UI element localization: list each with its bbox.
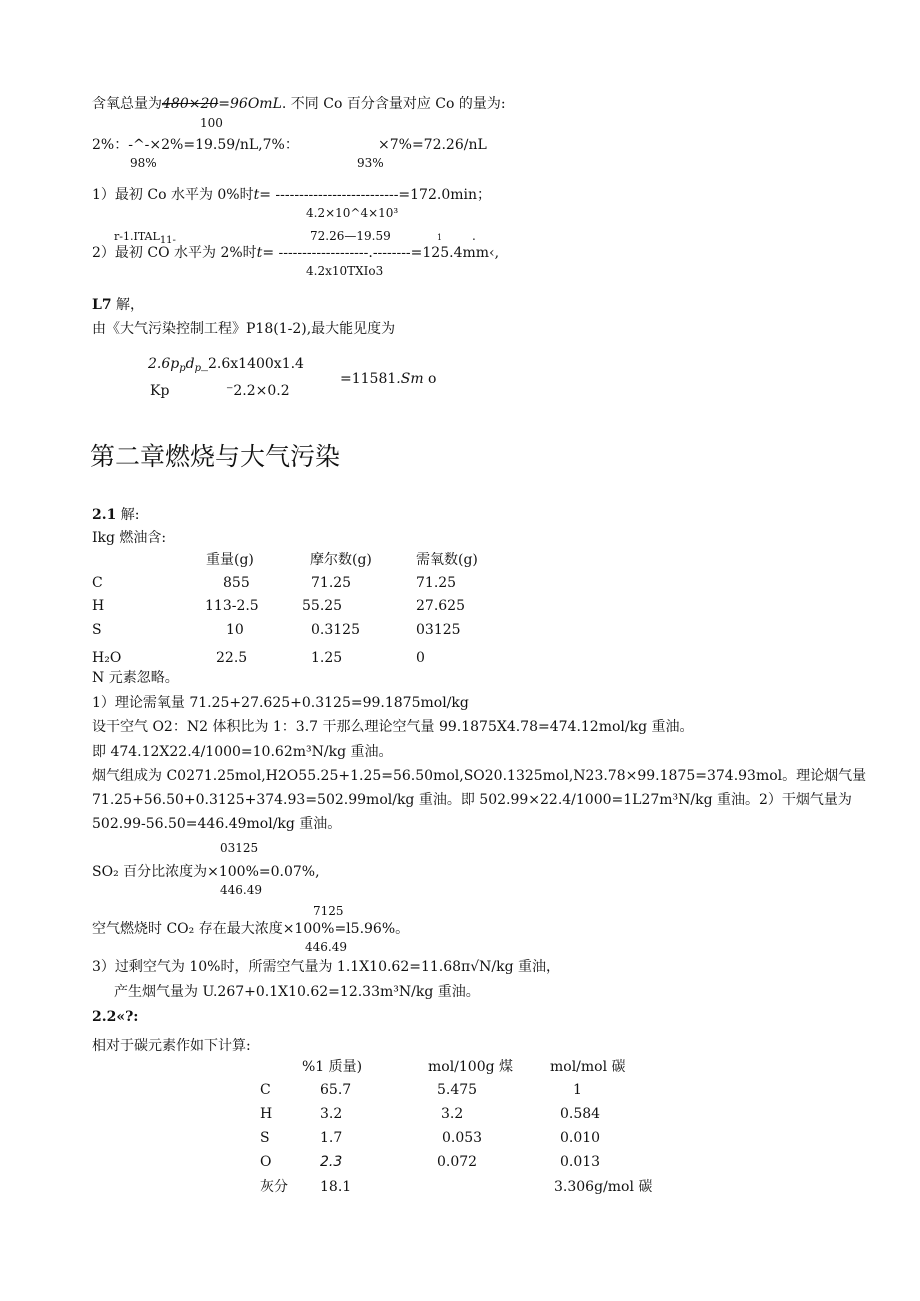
table-cell: 0.3125 <box>311 622 360 638</box>
table-cell: S <box>92 622 102 638</box>
table-cell: 0.053 <box>442 1130 483 1146</box>
table-cell: H₂O <box>92 650 122 666</box>
denominator: 100 <box>200 116 223 130</box>
text: o <box>423 371 437 387</box>
table-cell: 0.072 <box>437 1154 478 1170</box>
text: .Sm <box>396 371 424 387</box>
paragraph: 3）过剩空气为 10%时，所需空气量为 1.1X10.62=11.68π√N/kg 重油， <box>92 959 561 975</box>
paragraph: 烟气组成为 C0271.25mol,H2O55.25+1.25=56.50mol,SO20.1325mol,N23.78×99.1875=374.93mol。理论烟气量 <box>92 768 867 784</box>
formula-result <box>340 370 437 388</box>
formula-numerator <box>148 355 304 378</box>
numerator: 1 <box>437 233 443 242</box>
table-cell: 5.475 <box>437 1082 478 1098</box>
co-amount-line-right: ×7%=72.26∕nL <box>378 137 487 153</box>
fuel-intro: Ikg 燃油含: <box>92 530 167 546</box>
denominator: 4.2×10^4×10³ <box>306 206 399 220</box>
co-amount-line-left: 2%：-^-×2%=19.59∕nL,7%： <box>92 137 299 153</box>
denominator: 446.49 <box>220 883 262 897</box>
table-cell: 3.306g∕mol 碳 <box>554 1179 653 1195</box>
table-cell: 灰分 <box>260 1179 288 1195</box>
paragraph: 设干空气 O2：N2 体积比为 1：3.7 干那么理论空气量 99.1875X4.78=474.12mol∕kg 重油。 <box>92 719 694 735</box>
carbon-intro: 相对于碳元素作如下计算: <box>92 1038 251 1054</box>
table-cell: 03125 <box>416 622 461 638</box>
text: p <box>194 363 202 374</box>
text: p <box>170 356 180 372</box>
text: ×20 <box>188 96 219 112</box>
table-cell: O <box>260 1154 272 1170</box>
table-cell: 0.013 <box>560 1154 601 1170</box>
text: . 不同 Co 百分含量对应 Co 的量为: <box>281 96 506 112</box>
table-cell: C <box>260 1082 271 1098</box>
table-cell: 855 <box>223 575 250 591</box>
text: = --------------------------=172.0min； <box>259 187 492 203</box>
table-cell: 71.25 <box>311 575 352 591</box>
table-cell: 27.625 <box>416 598 465 614</box>
table-cell: 18.1 <box>320 1179 352 1195</box>
table-cell: 1.25 <box>311 650 343 666</box>
text: L7 <box>92 297 112 313</box>
table-cell: H <box>260 1106 273 1122</box>
denominator: 4.2x10TXIo3 <box>306 264 384 278</box>
paragraph: 产生烟气量为 U.267+0.1X10.62=12.33m³N/kg 重油。 <box>114 984 480 1000</box>
table-cell: 113-2.5 <box>205 598 259 614</box>
table-cell: 1 <box>573 1082 582 1098</box>
table-cell: 0.010 <box>560 1130 601 1146</box>
table-header: 重量(g) <box>206 552 254 568</box>
table-header: %1 质量) <box>302 1059 363 1075</box>
text: _2.6x1400x1.4 <box>201 356 304 372</box>
numerator: . <box>472 229 476 243</box>
formula-denominator-left: Kp <box>150 383 170 399</box>
table-cell: S <box>260 1130 270 1146</box>
table-header: 需氧数(g) <box>416 552 478 568</box>
section-2-2-heading: 2.2«?: <box>92 1009 139 1025</box>
text: = -------------------.--------=125.4mm‹, <box>262 245 500 261</box>
text: 1）最初 Co 水平为 0%时 <box>92 187 254 203</box>
section-2-1-heading <box>92 506 140 524</box>
table-cell: C <box>92 575 103 591</box>
visibility-intro: 由《大气污染控制工程》P18(1-2),最大能见度为 <box>92 321 396 337</box>
text: r-1.ITAL <box>114 230 160 243</box>
formula-denominator-right: ⁻2.2×0.2 <box>226 383 290 399</box>
chapter-title: 第二章燃烧与大气污染 <box>90 442 341 471</box>
paragraph: 即 474.12X22.4/1000=10.62m³N/kg 重油。 <box>92 744 393 760</box>
table-cell: 2.3 <box>320 1154 343 1170</box>
table-header: 摩尔数(g) <box>310 552 372 568</box>
text: =11581 <box>340 371 397 387</box>
text: 480 <box>162 96 189 112</box>
denominator: 446.49 <box>305 940 347 954</box>
table-cell: H <box>92 598 105 614</box>
numerator: 03125 <box>220 841 259 855</box>
text: 2.6 <box>148 356 171 372</box>
text: 2.1 <box>92 507 117 523</box>
text: 含氧总量为 <box>92 96 162 112</box>
table-cell: 10 <box>226 622 244 638</box>
so2-concentration: SO₂ 百分比浓度为×100%=0.07%, <box>92 864 320 880</box>
text: 2）最初 CO 水平为 2%时 <box>92 245 257 261</box>
case-2-line <box>92 244 499 262</box>
text: =96OmL <box>218 96 282 112</box>
paragraph: 502.99-56.50=446.49mol∕kg 重油。 <box>92 816 342 832</box>
case-1-line <box>92 186 491 204</box>
table-cell: 3.2 <box>320 1106 343 1122</box>
table-cell: 22.5 <box>216 650 248 666</box>
paragraph: 71.25+56.50+0.3125+374.93=502.99mol∕kg 重油。即 502.99×22.4/1000=1L27m³N/kg 重油。2）干烟气量为 <box>92 792 852 808</box>
table-cell: 0.584 <box>560 1106 601 1122</box>
paragraph: N 元素忽略。 <box>92 670 179 686</box>
text: t <box>256 245 263 261</box>
oxygen-total-line <box>92 95 506 113</box>
paragraph: 1）理论需氧量 71.25+27.625+0.3125=99.1875mol∕kg <box>92 695 469 711</box>
table-cell: 1.7 <box>320 1130 343 1146</box>
table-cell: 71.25 <box>416 575 457 591</box>
section-1-7-heading <box>92 296 144 314</box>
text: 解: <box>116 507 140 523</box>
numerator: 7125 <box>313 904 344 918</box>
table-header: mol/mol 碳 <box>550 1059 626 1075</box>
denominator: 93% <box>357 156 384 170</box>
text: 11- <box>159 235 176 246</box>
table-cell: 0 <box>416 650 425 666</box>
table-cell: 65.7 <box>320 1082 352 1098</box>
numerator: 72.26—19.59 <box>310 229 391 243</box>
denominator: 98% <box>130 156 157 170</box>
text: p <box>179 363 186 374</box>
text: d <box>185 356 195 372</box>
co2-concentration: 空气燃烧时 CO₂ 存在最大浓度×100%=l5.96%。 <box>92 921 410 937</box>
text: t <box>253 187 260 203</box>
table-cell: 55.25 <box>302 598 343 614</box>
table-header: mol∕100g 煤 <box>428 1059 514 1075</box>
table-cell: 3.2 <box>441 1106 464 1122</box>
text: 解， <box>111 297 145 313</box>
